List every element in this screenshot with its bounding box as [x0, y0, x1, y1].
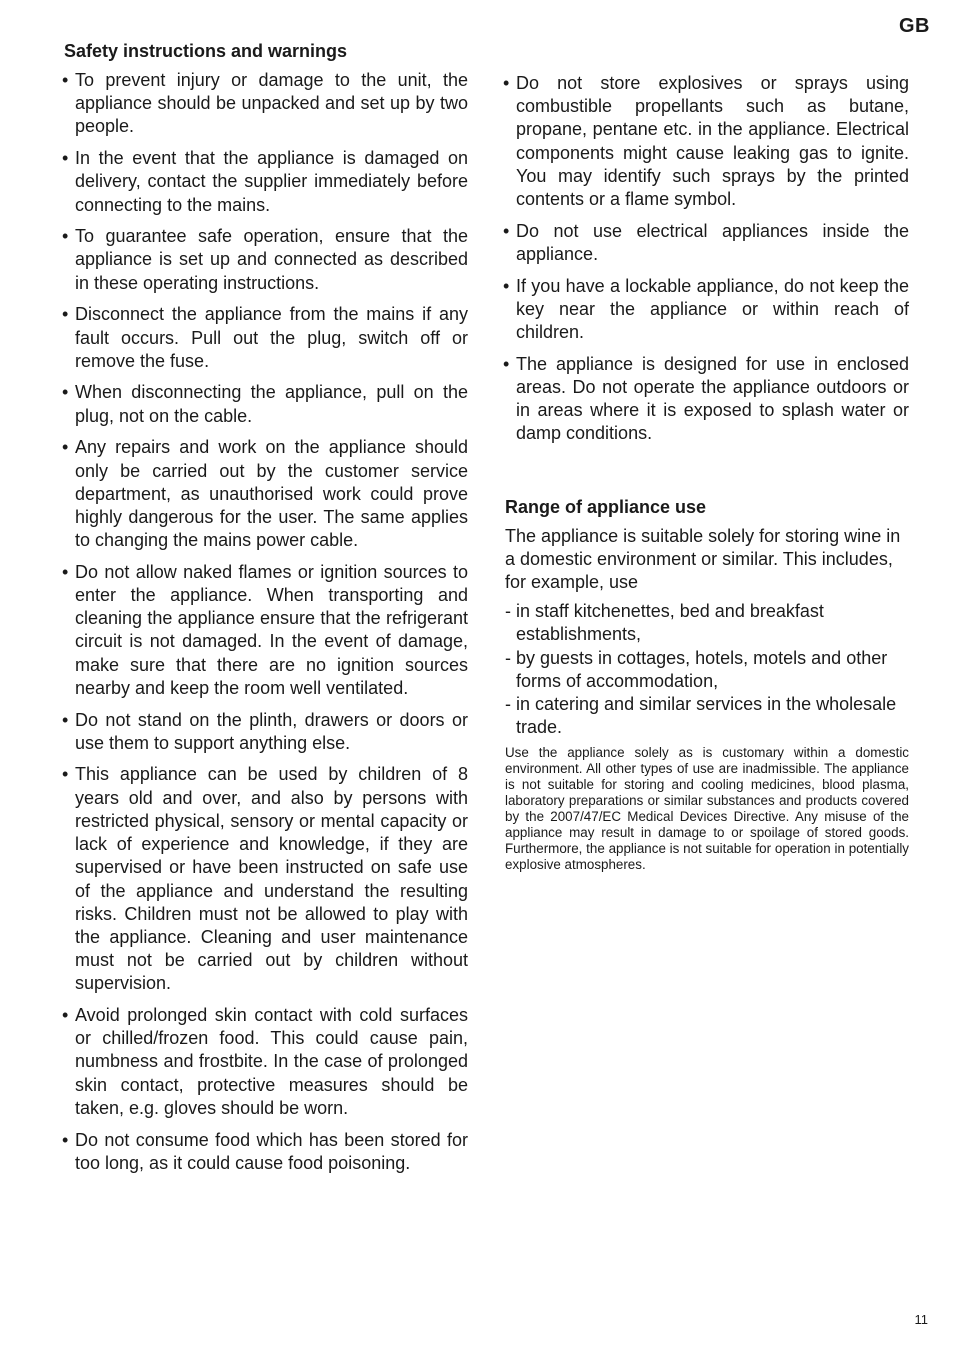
right-column [505, 40, 909, 873]
language-tag: GB [899, 15, 930, 37]
list-item: • Avoid prolonged skin contact with cold surfaces or chilled/frozen food. This could cause pain, numbness and frostbite. In the case of prolonged skin contact, protective measures should be taken, e.g. gloves should be worn. [64, 1004, 468, 1120]
list-item: • Do not stand on the plinth, drawers or doors or use them to support anything else. [64, 709, 468, 755]
range-uses-list [505, 600, 909, 739]
page-number: 11 [914, 1312, 928, 1327]
safety-heading: Safety instructions and warnings [64, 41, 348, 61]
list-item: • When disconnecting the appliance, pull on the plug, not on the cable. [64, 381, 468, 427]
list-item: • Do not store explosives or sprays using combustible propellants such as butane, propane, pentane etc. in the appliance. Electrical components might cause leaking gas to ignite. You may identify such sprays by the printed contents or a flame symbol. [505, 72, 909, 211]
list-item: • This appliance can be used by children of 8 years old and over, and also by persons with restricted physical, sensory or mental capacity or lack of experience and knowledge, if they are supervised or have been instructed on safe use of the appliance and understand the resulting risks. Children must not be allowed to play with the appliance. Cleaning and user maintenance must not be carried out by children without supervision. [64, 763, 468, 995]
list-item: • Do not consume food which has been stored for too long, as it could cause food poisoning. [64, 1129, 468, 1175]
safety-list-left [64, 69, 468, 1175]
list-item: - in staff kitchenettes, bed and breakfast establishments, [505, 600, 909, 646]
list-item: • To prevent injury or damage to the unit, the appliance should be unpacked and set up by two people. [64, 69, 468, 139]
list-item: - in catering and similar services in the wholesale trade. [505, 693, 909, 739]
list-item: • Disconnect the appliance from the mains if any fault occurs. Pull out the plug, switch off or remove the fuse. [64, 303, 468, 373]
list-item: • If you have a lockable appliance, do not keep the key near the appliance or within reach of children. [505, 275, 909, 345]
safety-continued [505, 40, 909, 446]
list-item: • In the event that the appliance is damaged on delivery, contact the supplier immediately before connecting to the mains. [64, 147, 468, 217]
range-note: Use the appliance solely as is customary within a domestic environment. All other types of use are inadmissible. The appliance is not suitable for storing and cooling medicines, blood plasma, laboratory preparations or similar substances and products covered by the 2007/47/EC Medical Devices Directive. Any misuse of the appliance may result in damage to or spoilage of stored goods. Furthermore, the appliance is not suitable for operation in potentially explosive atmospheres. [505, 745, 909, 873]
list-item: • Do not allow naked flames or ignition sources to enter the appliance. When transporting and cleaning the appliance ensure that the refrigerant circuit is not damaged. In the event of damage, make sure that there are no ignition sources nearby and keep the room well ventilated. [64, 561, 468, 700]
list-item: • Any repairs and work on the appliance should only be carried out by the customer service department, as unauthorised work could prove highly dangerous for the user. The same applies to changing the mains power cable. [64, 436, 468, 552]
list-item: • The appliance is designed for use in enclosed areas. Do not operate the appliance outdoors or in areas where it is exposed to splash water or damp conditions. [505, 353, 909, 446]
list-item: • Do not use electrical appliances inside the appliance. [505, 220, 909, 266]
left-column [64, 40, 468, 1183]
range-intro: The appliance is suitable solely for storing wine in a domestic environment or similar. This includes, for example, use [505, 525, 901, 592]
range-section [505, 496, 909, 874]
list-item: - by guests in cottages, hotels, motels and other forms of accommodation, [505, 647, 909, 693]
range-heading: Range of appliance use [505, 496, 707, 517]
safety-list-right [505, 72, 909, 446]
list-item: • To guarantee safe operation, ensure that the appliance is set up and connected as described in these operating instructions. [64, 225, 468, 295]
